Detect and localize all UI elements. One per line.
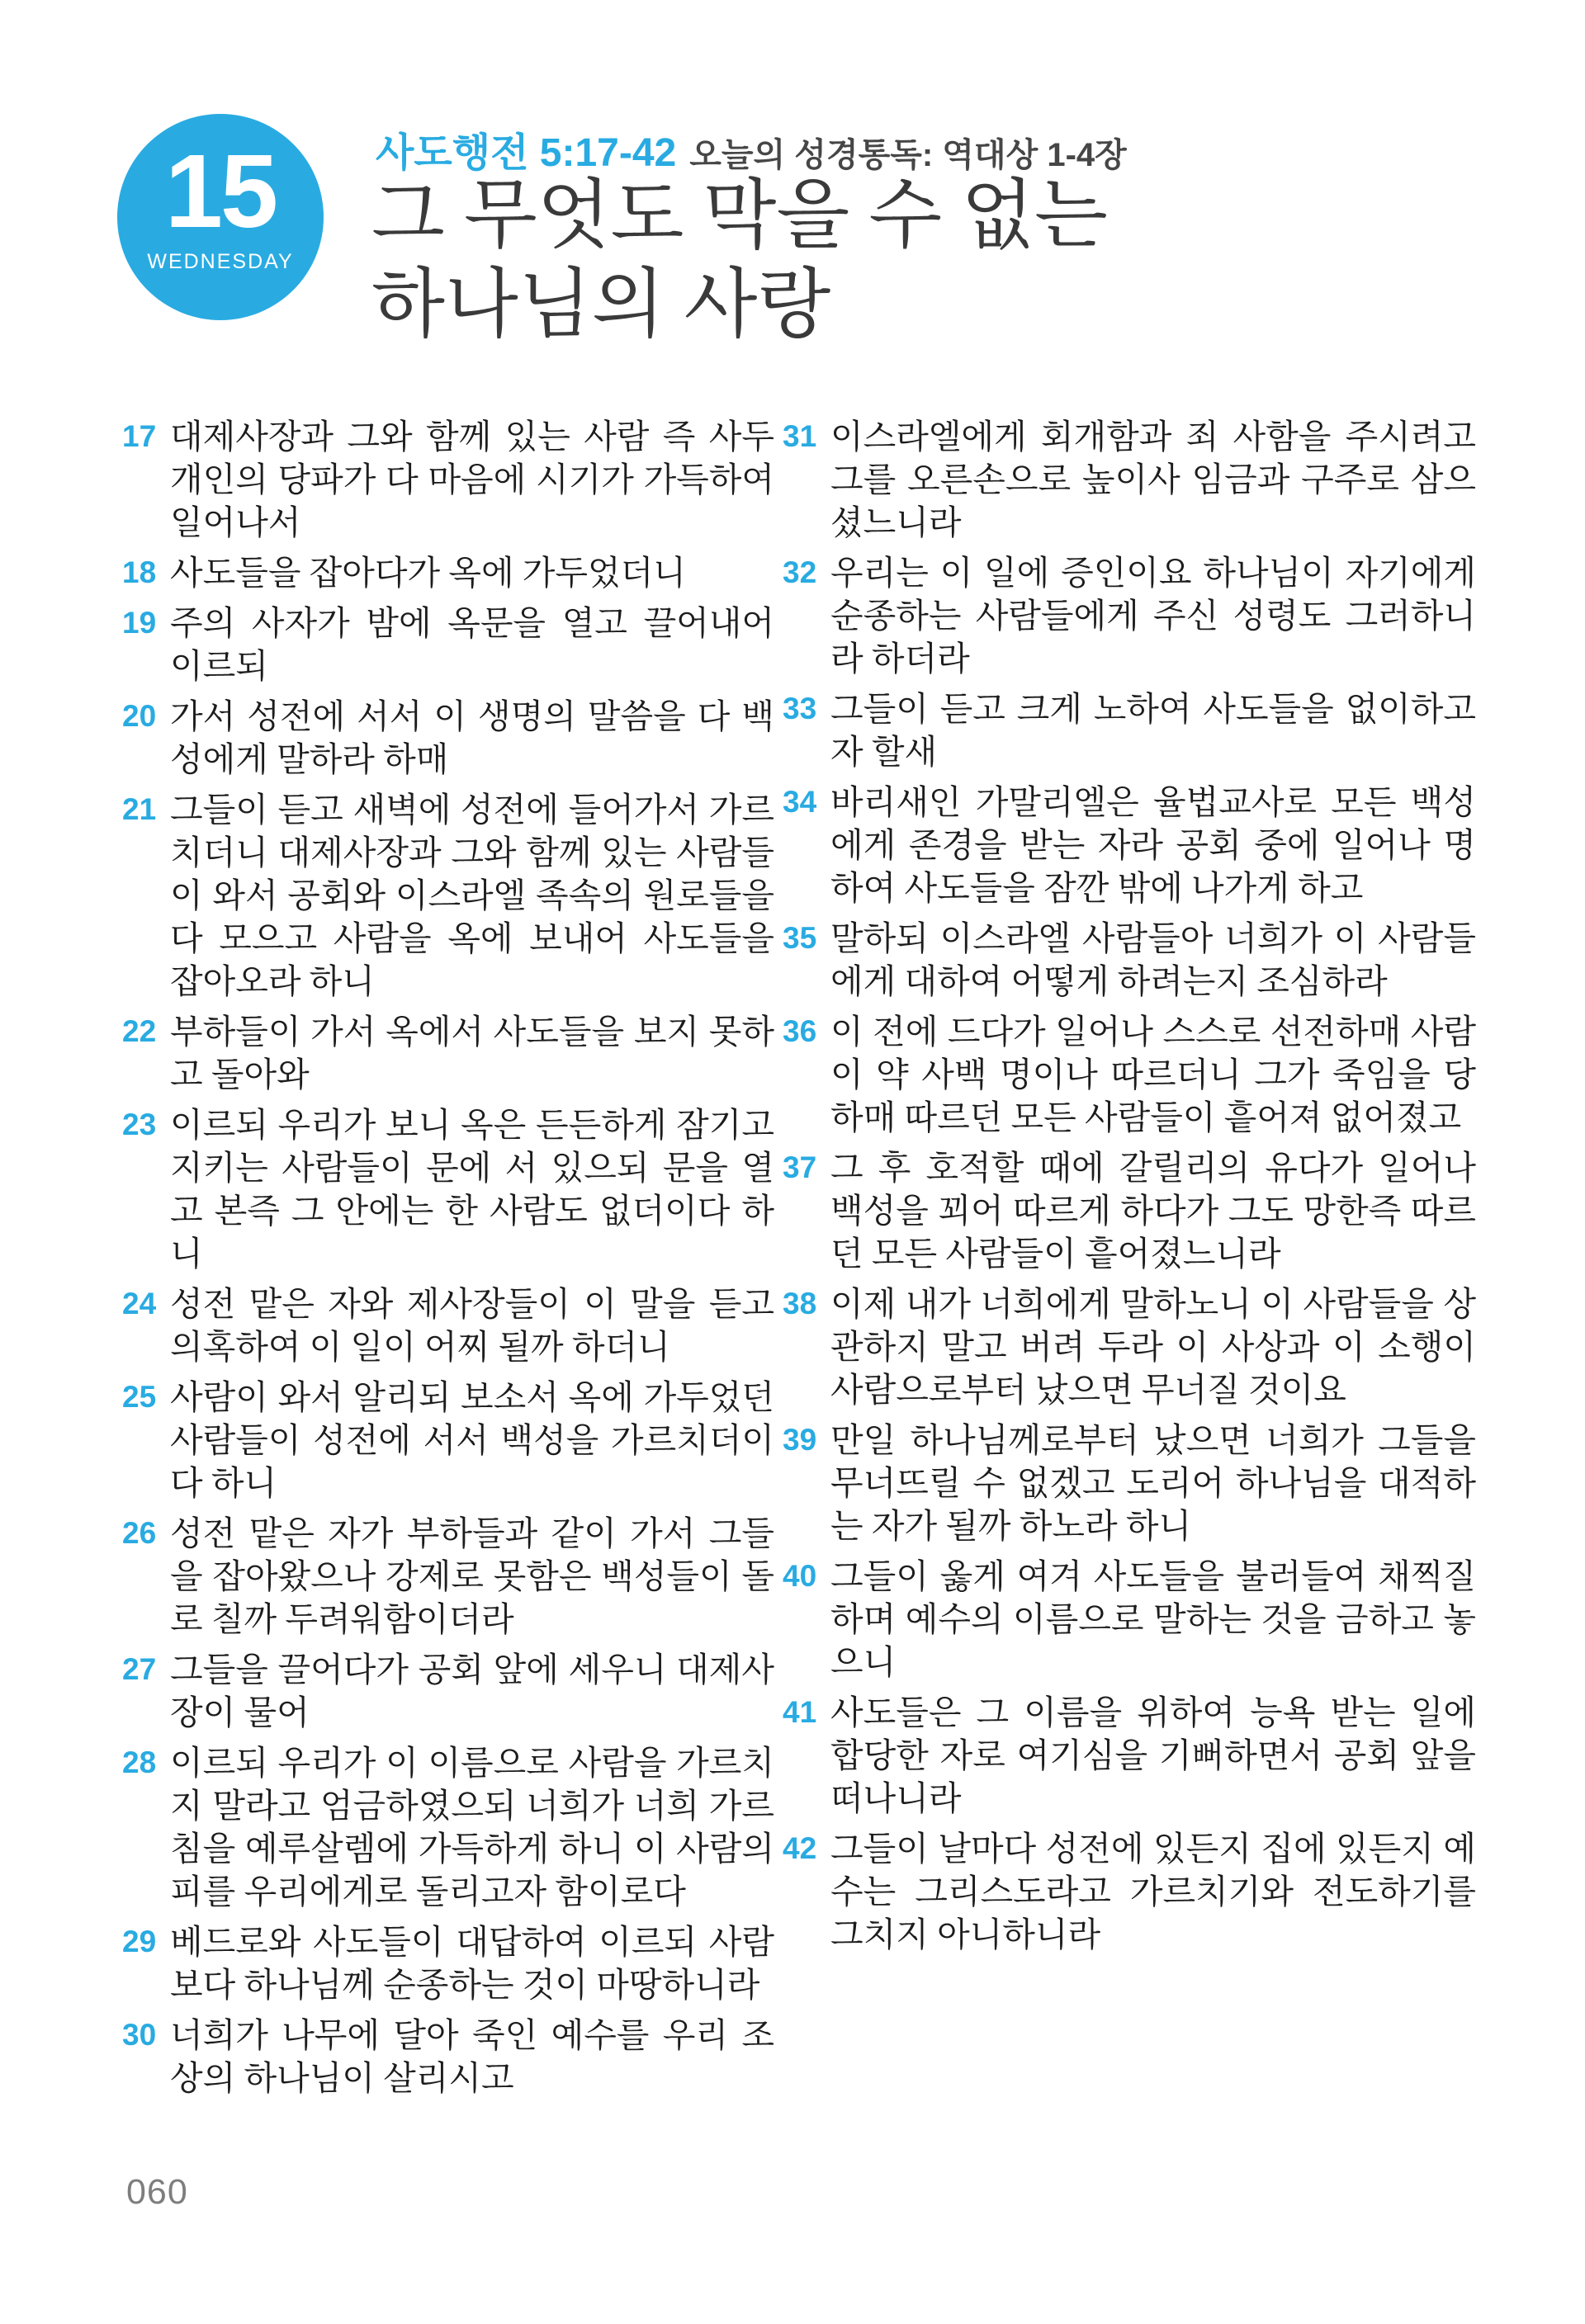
verse-item <box>122 1648 774 1734</box>
verse-number: 32 <box>783 555 817 589</box>
verse-text: 이 전에 드다가 일어나 스스로 선전하매 사람이 약 사백 명이나 따르더니 그가 죽임을 당하매 따르던 모든 사람들이 흩어져 없어졌고 <box>830 1013 1476 1136</box>
verse-text: 우리는 이 일에 증인이요 하나님이 자기에게 순종하는 사람들에게 주신 성령도 그러하니라 하더라 <box>830 554 1476 678</box>
verse-column-left <box>122 415 774 2107</box>
verse-item <box>122 1103 774 1275</box>
verse-number: 21 <box>122 792 157 826</box>
verse-item <box>783 1146 1476 1275</box>
verse-text: 너희가 나무에 달아 죽인 예수를 우리 조상의 하나님이 살리시고 <box>170 2016 774 2097</box>
verse-number: 24 <box>122 1287 157 1320</box>
verse-text: 만일 하나님께로부터 났으면 너희가 그들을 무너뜨릴 수 없겠고 도리어 하나님을 대적하는 자가 될까 하노라 하니 <box>830 1421 1476 1545</box>
verse-text: 주의 사자가 밤에 옥문을 열고 끌어내어 이르되 <box>170 604 774 685</box>
verse-number: 41 <box>783 1695 817 1729</box>
verse-text: 부하들이 가서 옥에서 사도들을 보지 못하고 돌아와 <box>170 1013 774 1094</box>
verse-number: 25 <box>122 1380 157 1414</box>
verse-number: 18 <box>122 555 157 589</box>
verse-text: 성전 맡은 자가 부하들과 같이 가서 그들을 잡아왔으나 강제로 못함은 백성들이 돌로 칠까 두려워함이더라 <box>170 1514 774 1638</box>
page-number: 060 <box>126 2172 188 2212</box>
verse-text: 가서 성전에 서서 이 생명의 말씀을 다 백성에게 말하라 하매 <box>170 697 774 778</box>
verse-text: 사도들은 그 이름을 위하여 능욕 받는 일에 합당한 자로 여기심을 기뻐하면서 공회 앞을 떠나니라 <box>830 1693 1476 1817</box>
verse-item <box>783 1555 1476 1684</box>
verse-text: 대제사장과 그와 함께 있는 사람 즉 사두개인의 당파가 다 마음에 시기가 가득하여 일어나서 <box>170 418 774 541</box>
verse-item <box>122 695 774 781</box>
verse-text: 사도들을 잡아다가 옥에 가두었더니 <box>170 554 686 592</box>
verse-number: 28 <box>122 1745 157 1779</box>
verse-text: 성전 맡은 자와 제사장들이 이 말을 듣고 의혹하여 이 일이 어찌 될까 하더니 <box>170 1285 774 1366</box>
verse-item <box>783 1827 1476 1956</box>
verse-item <box>783 781 1476 909</box>
verse-text: 이르되 우리가 이 이름으로 사람을 가르치지 말라고 엄금하였으되 너희가 너희 가르침을 예루살렘에 가득하게 하니 이 사람의 피를 우리에게로 돌리고자 함이로다 <box>170 1744 774 1911</box>
day-number: 15 <box>164 132 277 249</box>
verse-number: 17 <box>122 419 157 453</box>
verse-text: 그들이 듣고 크게 노하여 사도들을 없이하고자 할새 <box>830 690 1476 771</box>
verse-number: 27 <box>122 1652 157 1686</box>
verse-number: 30 <box>122 2018 157 2052</box>
day-badge <box>117 114 324 320</box>
verse-item <box>783 687 1476 773</box>
verse-item <box>122 1282 774 1368</box>
verse-number: 31 <box>783 419 817 453</box>
verse-item <box>122 788 774 1003</box>
verse-text: 이제 내가 너희에게 말하노니 이 사람들을 상관하지 말고 버려 두라 이 사상과 이 소행이 사람으로부터 났으면 무너질 것이요 <box>830 1285 1476 1409</box>
verse-text: 말하되 이스라엘 사람들아 너희가 이 사람들에게 대하여 어떻게 하려는지 조심하라 <box>830 919 1476 1000</box>
verse-text: 그들이 듣고 새벽에 성전에 들어가서 가르치더니 대제사장과 그와 함께 있는 사람들이 와서 공회와 이스라엘 족속의 원로들을 다 모으고 사람을 옥에 보내어 사도들을 잡아오라 하니 <box>170 791 774 1000</box>
verse-text: 이르되 우리가 보니 옥은 든든하게 잠기고 지키는 사람들이 문에 서 있으되 문을 열고 본즉 그 안에는 한 사람도 없더이다 하니 <box>170 1106 774 1273</box>
verse-text: 베드로와 사도들이 대답하여 이르되 사람보다 하나님께 순종하는 것이 마땅하니라 <box>170 1923 774 2004</box>
page-title-line1: 그 무엇도 막을 수 없는 <box>371 173 1108 257</box>
scripture-reference: 사도행전 5:17-42 <box>376 131 677 175</box>
verse-text: 그 후 호적할 때에 갈릴리의 유다가 일어나 백성을 꾀어 따르게 하다가 그도 망한즉 따르던 모든 사람들이 흩어졌느니라 <box>830 1149 1476 1273</box>
verse-item <box>122 1512 774 1641</box>
verse-text: 이스라엘에게 회개함과 죄 사함을 주시려고 그를 오른손으로 높이사 임금과 구주로 삼으셨느니라 <box>830 418 1476 541</box>
verse-number: 40 <box>783 1559 817 1593</box>
verse-number: 22 <box>122 1014 157 1048</box>
verse-number: 37 <box>783 1150 817 1184</box>
verse-item <box>122 1376 774 1504</box>
verse-number: 20 <box>122 699 157 733</box>
verse-number: 34 <box>783 785 817 819</box>
verse-item <box>122 551 774 594</box>
verse-column-right <box>783 415 1476 1963</box>
verse-number: 26 <box>122 1516 157 1550</box>
verse-item <box>783 551 1476 680</box>
day-weekday: WEDNESDAY <box>147 249 294 273</box>
verse-text: 그들이 날마다 성전에 있든지 집에 있든지 예수는 그리스도라고 가르치기와 전도하기를 그치지 아니하니라 <box>830 1830 1476 1953</box>
verse-text: 바리새인 가말리엘은 율법교사로 모든 백성에게 존경을 받는 자라 공회 중에 일어나 명하여 사도들을 잠깐 밖에 나가게 하고 <box>830 783 1476 907</box>
verse-number: 39 <box>783 1423 817 1457</box>
verse-item <box>122 2014 774 2100</box>
verse-item <box>122 415 774 544</box>
verse-number: 19 <box>122 606 157 640</box>
verse-item <box>783 415 1476 544</box>
page-title-line2: 하나님의 사랑 <box>371 262 831 347</box>
verse-item <box>783 917 1476 1003</box>
header-meta <box>376 120 1127 177</box>
verse-item <box>783 1282 1476 1411</box>
verse-number: 23 <box>122 1108 157 1141</box>
verse-number: 36 <box>783 1014 817 1048</box>
reading-plan: 오늘의 성경통독: 역대상 1-4장 <box>689 137 1127 173</box>
verse-text: 그들을 끌어다가 공회 앞에 세우니 대제사장이 물어 <box>170 1651 774 1731</box>
verse-item <box>783 1419 1476 1547</box>
verse-number: 33 <box>783 692 817 725</box>
verse-item <box>122 602 774 687</box>
page-title <box>371 172 1108 349</box>
verse-item <box>122 1920 774 2006</box>
verse-item <box>783 1010 1476 1139</box>
verse-item <box>122 1741 774 1913</box>
verse-item <box>783 1691 1476 1820</box>
verse-text: 사람이 와서 알리되 보소서 옥에 가두었던 사람들이 성전에 서서 백성을 가르치더이다 하니 <box>170 1378 774 1502</box>
verse-number: 42 <box>783 1831 817 1865</box>
verse-number: 38 <box>783 1287 817 1320</box>
verse-item <box>122 1010 774 1096</box>
verse-text: 그들이 옳게 여겨 사도들을 불러들여 채찍질하며 예수의 이름으로 말하는 것을 금하고 놓으니 <box>830 1557 1476 1681</box>
verse-number: 35 <box>783 921 817 955</box>
verse-number: 29 <box>122 1925 157 1958</box>
